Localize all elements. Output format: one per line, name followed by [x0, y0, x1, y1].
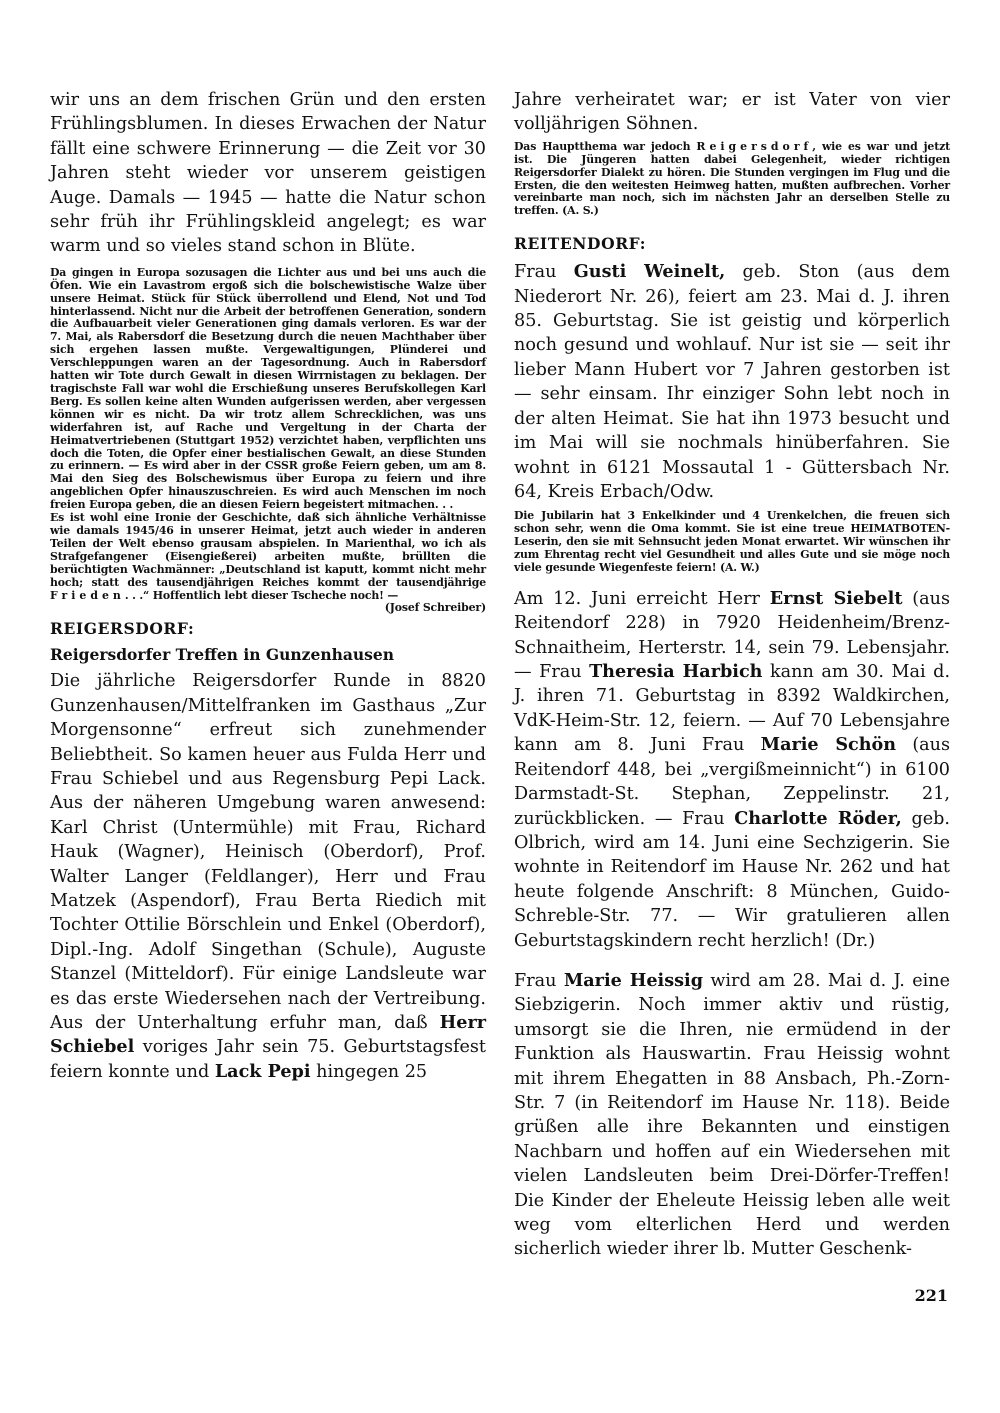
birthdays-text-c: kann am 30. Mai d. J. ihren 71. Geburtstag in 8392 Waldkirchen, VdK-Heim-Str. 12, feiern. — Auf 70 Lebensjahre kann am 8. Juni Frau — [514, 662, 951, 756]
name-charlotte-roeder: Charlotte Röder, — [734, 807, 902, 829]
name-marie-schoen: Marie Schön — [760, 734, 897, 756]
section-heading-reitendorf: REITENDORF: — [514, 234, 647, 254]
birthdays-text-d: (aus Reitendorf 448, bei „vergißmeinnicht“) in 6100 Darmstadt-St. Stephan, Zeppelinstr. 21, zurückblicken. — Frau — [514, 735, 951, 829]
heissig-text-a: Frau — [514, 970, 557, 991]
intro-paragraph: wir uns an dem frischen Grün und den ersten Frühlingsblumen. In dieses Erwachen der Natur fällt eine schwere Erinnerung — die Zeit vor 30 Jahren steht wieder vor unserem geistigen Auge. Damals — 1945 — hatte die Natur schon sehr früh ihr Frühlingskleid angelegt; es war warm und so vieles stand schon in Blüte. — [50, 90, 486, 257]
weinelt-text-a: Frau — [514, 262, 557, 283]
author-signature: (Josef Schreiber) — [384, 601, 486, 615]
name-theresia-harbich: Theresia Harbich — [589, 661, 763, 683]
summary-spaced-word: Reigersdorf — [696, 139, 813, 153]
continuation-paragraph: Jahre verheiratet war; er ist Vater von vier volljährigen Söhnen. — [514, 90, 950, 135]
heissig-text-b: wird am 28. Mai d. J. eine Siebzigerin. Noch immer aktiv und rüstig, umsorgt sie die Ihren, nie ermüdend in der Funktion als Hauswartin. Frau Heissig wohnt mit ihrem Ehegatten in 88 Ansbach, Ph.-Zorn-Str. 7 (in Reitendorf im Hause Nr. 118). Beide grüßen alle ihre Bekannten und einstigen Nachbarn und hoffen auf ein Wiedersehen mit vielen Landsleuten beim Drei-Dörfer-Treffen! Die Kinder der Eheleute Heissig leben alle weit weg vom elterlichen Herd und werden sicherlich wieder ihrer lb. Mutter Geschenk- — [514, 970, 951, 1260]
name-gusti-weinelt: Gusti Weinelt, — [573, 261, 726, 283]
weinelt-paragraph — [514, 260, 950, 504]
memoir-paragraph: Da gingen in Europa sozusagen die Lichter aus und bei uns auch die Öfen. Wie ein Lavastrom ergoß sich die bolschewistische Walze über unsere Heimat. Stück für Stück überrollend und Elend, Not und Tod hinterlassend. Nicht nur die Arbeit der betroffenen Generation, sondern die Aufbauarbeit vieler Generationen ging damals verloren. Es war der 7. Mai, als Rabersdorf die Besetzung durch die neuen Machthaber über sich ergehen lassen mußte. Vergewaltigungen, Plünderei und Verschleppungen waren an der Tagesordnung. Auch in Rabersdorf hatten wir Tote durch Gewalt in diesen Wirrnistagen zu beklagen. Der tragischste Fall war wohl die Erschießung unseres Berufskollegen Karl Berg. Es sollen keine alten Wunden aufgerissen werden, aber vergessen können wir es nicht. Da wir trotz allem Schrecklichen, was uns widerfahren ist, auf Rache und Vergeltung in der Charta der Heimatvertriebenen (Stuttgart 1952) verzichtet haben, verpflichten uns doch die Toten, die Opfer einer bestialischen Gewalt, an diese Stunden zu erinnern. — Es wird aber in der CSSR große Feiern geben, um am 8. Mai den Sieg des Bolschewismus über Europa zu feiern und ihre angeblichen Opfer hinauszuschreien. Es wird auch Menschen im noch freien Europa geben, die an diesen Feiern begeistert mitmachen. . . — [50, 265, 486, 512]
birthdays-paragraph — [514, 587, 950, 953]
memoir-spaced-word: Frieden — [50, 588, 125, 602]
birthdays-text-e: geb. Olbrich, wird am 14. Juni eine Sechzigerin. Sie wohnte in Reitendorf im Hause Nr. 262 und hat heute folgende Anschrift: 8 München, Guido-Schreble-Str. 77. — Wir gratulieren allen Geburtstagskindern recht herzlich! (Dr.) — [514, 808, 951, 951]
subheading-treffen: Reigersdorfer Treffen in Gunzenhausen — [50, 645, 395, 665]
left-column — [50, 88, 486, 1084]
reigersdorf-text-a: Die jährliche Reigersdorfer Runde in 8820 Gunzenhausen/Mittelfranken im Gasthaus „Zur Morgensonne“ erfreut sich zunehmender Beliebtheit. So kamen heuer aus Fulda Herr und Frau Schiebel und aus Regensburg Pepi Lack. Aus der näheren Umgebung waren anwesend: Karl Christ (Untermühle) mit Frau, Richard Hauk (Wagner), Heinisch (Oberdorf), Prof. Walter Langer (Feldlanger), Herr und Frau Matzek (Aspendorf), Frau Berta Riedich mit Tochter Ottilie Börschlein und Enkel (Oberdorf), Dipl.-Ing. Adolf Singethan (Schule), Auguste Stanzel (Mitteldorf). Für einige Landsleute war es das erste Wiedersehen nach der Vertreibung. Aus der Unterhaltung erfuhr man, daß — [50, 671, 486, 1033]
right-column — [514, 88, 950, 1262]
reigersdorf-paragraph — [50, 669, 486, 1084]
name-lack-pepi: Lack Pepi — [214, 1060, 311, 1082]
name-herr-schiebel: Herr Schiebel — [50, 1012, 486, 1058]
jubilarin-paragraph: Die Jubilarin hat 3 Enkelkinder und 4 Urenkelchen, die freuen sich schon sehr, wenn die Oma kommt. Sie ist eine treue HEIMATBOTEN-Leserin, den sie mit Sehnsucht jeden Monat erwartet. Wir wünschen ihr zum Ehrentag recht viel Gesundheit und alles Gute und sie möge noch viele gesunde Wiegenfeste feiern! (A. W.) — [514, 509, 950, 574]
birthdays-text-a: Am 12. Juni erreicht Herr — [514, 588, 760, 609]
reigersdorf-text-c: hingegen 25 — [316, 1061, 428, 1082]
memoir-text-a: Es ist wohl eine Ironie der Geschichte, daß sich ähnliche Verhältnisse wie damals 1945/46 in unserer Heimat, jetzt auch wieder in anderen Teilen der Welt ebenso grausam abspielen. In Marienthal, wo ich als Strafgefangener (Eisengießerei) arbeiten mußte, brüllten die berüchtigten Wachmänner: „Deutschland ist kaputt, kommt nicht mehr hoch; statt des tausendjährigen Reiches kommt der tausendjährige — [50, 511, 486, 589]
memoir-paragraph-2 — [50, 512, 486, 602]
summary-text-b: , wie es war und jetzt ist. Die Jüngeren hatten dabei Gelegenheit, wieder richtigen Reigersdorfer Dialekt zu hören. Die Stunden vergingen im Flug und die Ersten, die den weitesten Heimweg hatten, mußten aufbrechen. Vorher vereinbarte man noch, sich im nächsten Jahr an derselben Stelle zu treffen. (A. S.) — [514, 139, 951, 218]
heissig-paragraph — [514, 969, 950, 1262]
name-marie-heissig: Marie Heissig — [563, 969, 704, 991]
weinelt-text-b: geb. Ston (aus dem Niederort Nr. 26), feiert am 23. Mai d. J. ihren 85. Geburtstag. Sie ist geistig und körperlich noch gesund und wohlauf. Nur ist sie — seit ihr lieber Mann Hubert vor 7 Jahren gestorben ist — sehr einsam. Ihr einziger Sohn lebt noch in der alten Heimat. Sie hat ihn 1973 besucht und im Mai will sie nochmals hinüberfahren. Sie wohnt in 6121 Mossautal 1 - Güttersbach Nr. 64, Kreis Erbach/Odw. — [514, 262, 951, 502]
treffen-summary — [514, 141, 950, 218]
summary-text-a: Das Hauptthema war jedoch — [514, 139, 691, 153]
section-heading-reigersdorf: REIGERSDORF: — [50, 619, 195, 639]
page-number: 221 — [914, 1286, 948, 1305]
reigersdorf-text-b: voriges Jahr sein 75. Geburtstagsfest feiern konnte und — [50, 1037, 486, 1082]
birthdays-text-b: (aus Reitendorf 228) in 7920 Heidenheim/Brenz-Schnaitheim, Herterstr. 14, sein 79. Lebensjahr. — Frau — [514, 588, 950, 683]
name-ernst-siebelt: Ernst Siebelt — [769, 587, 903, 609]
memoir-text-b: . . .“ Hoffentlich lebt dieser Tscheche noch! — — [124, 588, 399, 602]
